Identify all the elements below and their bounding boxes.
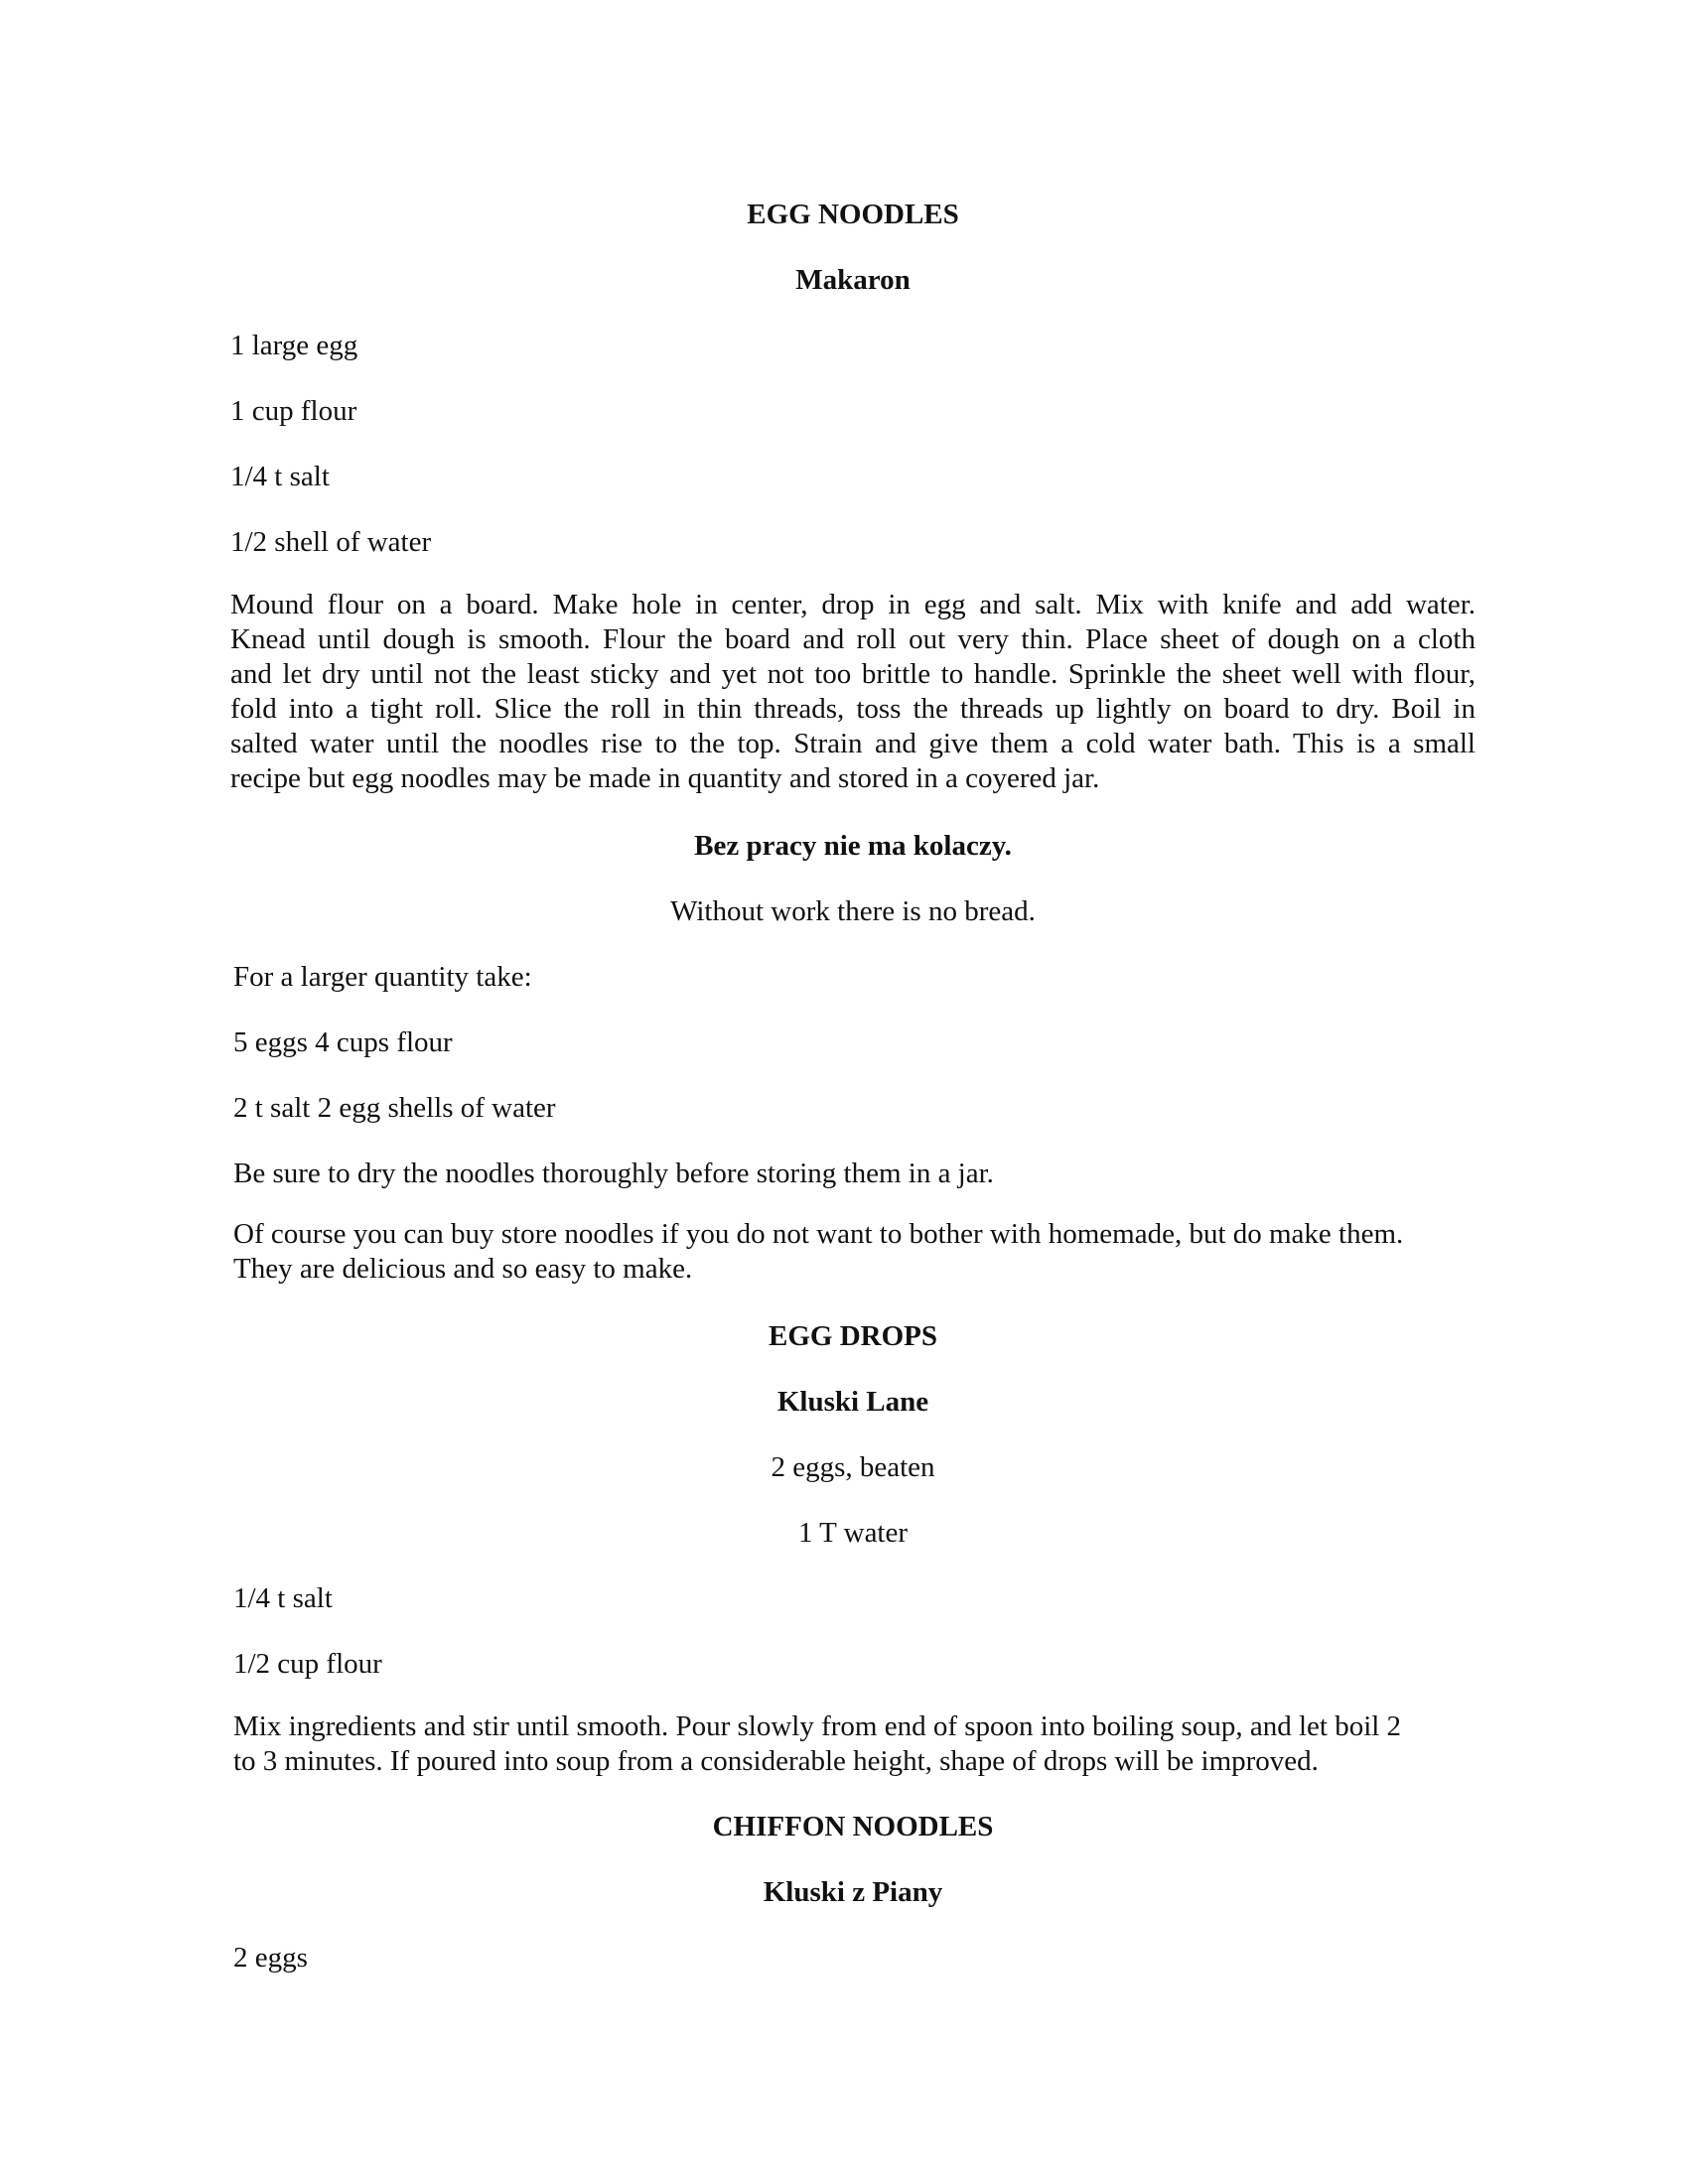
paragraph-line: salted water until the noodles rise to the top. Strain and give them a cold water bath. This is a small [230, 728, 1476, 759]
paragraph-line: fold into a tight roll. Slice the roll in thin threads, toss the threads up lightly on board to dry. Boil in [230, 693, 1476, 725]
ingredient-line: 1 T water [797, 1517, 909, 1549]
instructions-paragraph [233, 1709, 1480, 1779]
ingredient-line: 1/2 shell of water [230, 526, 432, 558]
ingredient-line: 2 eggs [233, 1942, 308, 1974]
recipe-title: CHIFFON NOODLES [712, 1811, 994, 1843]
recipe-title: EGG NOODLES [747, 199, 959, 230]
instructions-paragraph [230, 588, 1476, 796]
ingredient-line: 5 eggs 4 cups flour [233, 1026, 453, 1058]
paragraph-line: recipe but egg noodles may be made in quantity and stored in a coyered jar. [230, 762, 1100, 794]
storage-note: Be sure to dry the noodles thoroughly before storing them in a jar. [233, 1158, 994, 1189]
paragraph-line: Of course you can buy store noodles if you do not want to bother with homemade, but do make them. [233, 1218, 1404, 1250]
proverb: Bez pracy nie ma kolaczy. [694, 830, 1012, 862]
paragraph-line: to 3 minutes. If poured into soup from a considerable height, shape of drops will be improved. [233, 1745, 1319, 1777]
ingredient-line: 2 eggs, beaten [771, 1451, 935, 1483]
paragraph-line: They are delicious and so easy to make. [233, 1253, 693, 1285]
proverb-translation: Without work there is no bread. [670, 895, 1036, 927]
recipe-subtitle: Makaron [795, 264, 911, 296]
larger-quantity-intro: For a larger quantity take: [233, 961, 532, 993]
ingredient-line: 2 t salt 2 egg shells of water [233, 1092, 556, 1124]
paragraph-line: and let dry until not the least sticky and yet not too brittle to handle. Sprinkle the sheet well with flour, [230, 658, 1476, 690]
ingredient-line: 1 large egg [230, 330, 358, 361]
recipe-subtitle: Kluski Lane [776, 1386, 929, 1418]
note-paragraph [233, 1217, 1480, 1287]
recipe-subtitle: Kluski z Piany [763, 1876, 943, 1908]
ingredient-line: 1 cup flour [230, 395, 357, 427]
ingredient-line: 1/4 t salt [230, 461, 330, 492]
paragraph-line: Mound flour on a board. Make hole in center, drop in egg and salt. Mix with knife and add water. [230, 589, 1476, 620]
ingredient-line: 1/4 t salt [233, 1582, 333, 1614]
paragraph-line: Mix ingredients and stir until smooth. Pour slowly from end of spoon into boiling soup, and let boil 2 [233, 1710, 1402, 1742]
paragraph-line: Knead until dough is smooth. Flour the board and roll out very thin. Place sheet of dough on a cloth [230, 623, 1476, 655]
ingredient-line: 1/2 cup flour [233, 1648, 382, 1680]
recipe-title: EGG DROPS [769, 1320, 937, 1352]
